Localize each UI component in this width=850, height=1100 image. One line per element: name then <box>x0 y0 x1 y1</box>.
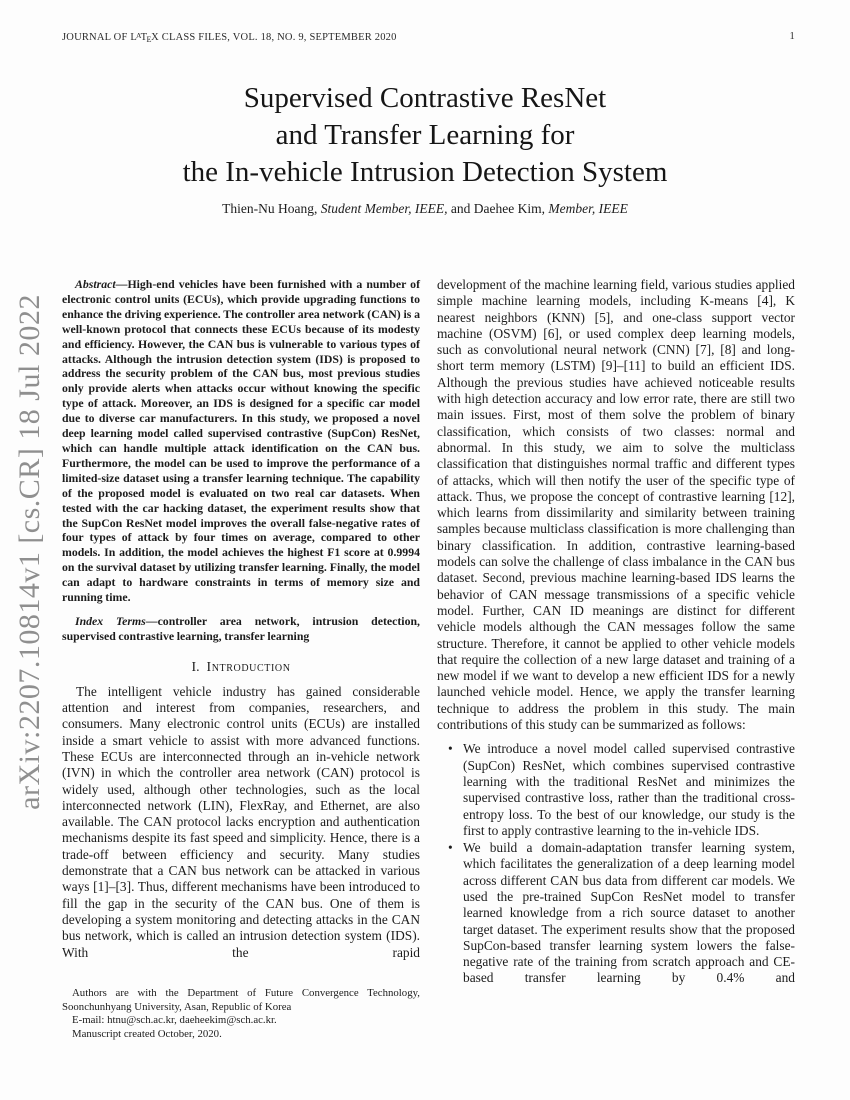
contribution-text-1: We introduce a novel model called supervised contrastive (SupCon) ResNet, which combines supervised contrastive learning with the traditional ResNet and minimizes the supervised contrastive loss, rather than the traditional cross-entropy loss. To the best of our knowledge, our study is the first to apply contrastive learning to the in-vehicle IDS. <box>463 741 795 838</box>
arxiv-watermark: arXiv:2207.10814v1 [cs.CR] 18 Jul 2022 <box>13 294 46 810</box>
contribution-item-2 <box>448 840 795 987</box>
title-line-3: the In-vehicle Intrusion Detection System <box>182 156 668 188</box>
author-2-role: Member, IEEE <box>548 201 628 216</box>
index-terms-lead: Index Terms <box>75 613 146 628</box>
footnote-email: E-mail: htnu@sch.ac.kr, daeheekim@sch.ac.kr. <box>72 1014 277 1027</box>
right-column <box>437 277 795 1041</box>
index-terms-dash: — <box>145 613 158 628</box>
contributions-list <box>437 741 795 986</box>
two-column-body <box>62 277 795 1041</box>
journal-name <box>62 31 397 44</box>
section-title: Introduction <box>206 658 291 674</box>
journal-name-part: JOURNAL OF L <box>62 32 137 44</box>
footnote-affiliation: Authors are with the Department of Future Convergence Technology, Soonchunhyang University, Asan, Republic of Korea <box>62 987 420 1013</box>
running-header <box>62 31 795 44</box>
authors-line <box>0 201 850 217</box>
authors-connector: and Daehee Kim, <box>447 201 549 216</box>
journal-name-part: X CLASS FILES, VOL. 18, NO. 9, SEPTEMBER 2020 <box>151 32 397 44</box>
paper-title <box>40 80 810 191</box>
section-heading-introduction <box>62 659 420 675</box>
intro-paragraph-right: development of the machine learning field, various studies applied simple machine learning models, including K-means [4], K nearest neighbors (KNN) [5], and one-class support vector machine (OSVM) [6], or used complex deep learning models, such as convolutional neural network (CNN) [7], [8] and long-short term memory (LSTM) [9]–[11] to build an efficient IDS. Although the previous studies have achieved noticeable results with high detection accuracy and low error rate, there are still two main issues. First, most of them solve the problem of binary classification, which consists of two classes: normal and abnormal. In this study, we aim to solve the multiclass classification that distinguishes normal traffic and different types of attacks, which will then notify the user of the specific type of attack. Thus, we propose the concept of contrastive learning [12], which learns from dissimilarity and similarity between training samples because multiclass classification is more challenging than binary classification. In addition, contrastive learning-based models can solve the challenge of class imbalance in the CAN bus dataset. Second, previous machine learning-based IDS learns the behavior of CAN message transmissions of a specific vehicle model. Further, CAN ID meanings are distinct for different vehicle models although the CAN messages follow the same structure. Therefore, it cannot be applied to other vehicle models that require the collection of a new large dataset and training of a new model if we want to develop a new efficient IDS for a newly launched vehicle model. Hence, we apply the transfer learning technique to address the problem in this study. The main contributions of this study can be summarized as follows: <box>437 277 795 733</box>
title-line-2: and Transfer Learning for <box>275 119 575 151</box>
contribution-item-1 <box>448 741 795 839</box>
latex-logo-a: A <box>136 31 142 40</box>
abstract-paragraph <box>62 277 420 605</box>
page-number: 1 <box>789 31 795 42</box>
index-terms-text: controller area network, intrusion detection, supervised contrastive learning, transfer learning <box>62 613 420 643</box>
author-1-role: Student Member, IEEE, <box>320 201 448 216</box>
author-footnote <box>62 975 420 1041</box>
section-number: I. <box>191 658 200 674</box>
index-terms-paragraph <box>62 614 420 644</box>
footnote-manuscript-date: Manuscript created October, 2020. <box>72 1027 222 1040</box>
latex-logo-e: E <box>146 34 152 44</box>
contribution-text-2: We build a domain-adaptation transfer learning system, which facilitates the generalization of a deep learning model across different CAN bus data from different car models. We used the pre-trained SupCon ResNet model to transfer learned knowledge from a rich source dataset to another target dataset. The experiment results show that the proposed SupCon-based transfer learning system lowers the false-negative rate of the training from scratch approach and CE-based transfer learning by 0.4% and <box>463 840 795 986</box>
journal-name-part: T <box>140 32 148 44</box>
author-1-name: Thien-Nu Hoang, <box>222 201 321 216</box>
abstract-lead: Abstract <box>75 277 116 291</box>
abstract-text: High-end vehicles have been furnished with a number of electronic control units (ECUs), which provide upgrading functions to enhance the driving experience. The controller area network (CAN) is a well-known protocol that connects these ECUs because of its modesty and efficiency. However, the CAN bus is vulnerable to various types of attacks. Although the intrusion detection system (IDS) is proposed to address the security problem of the CAN bus, most previous studies only provide alerts when attacks occur without knowing the specific type of attack. Moreover, an IDS is designed for a specific car model due to diverse car manufacturers. In this study, we proposed a novel deep learning model called supervised contrastive (SupCon) ResNet, which can handle multiple attack identification on the CAN bus. Furthermore, the model can be used to improve the performance of a limited-size dataset using a transfer learning technique. The capability of the proposed model is evaluated on two real car datasets. When tested with the car hacking dataset, the experiment results show that the SupCon ResNet model improves the overall false-negative rates of four types of attack by four times on average, compared to other models. In addition, the model achieves the highest F1 score at 0.9994 on the survival dataset by utilizing transfer learning. Finally, the model can adapt to hardware constraints in terms of memory size and running time. <box>62 277 420 605</box>
left-column <box>62 277 420 1041</box>
abstract-dash: — <box>115 277 128 291</box>
title-line-1: Supervised Contrastive ResNet <box>243 82 607 114</box>
intro-paragraph-left: The intelligent vehicle industry has gained considerable attention and interest from companies, researchers, and consumers. Many electronic control units (ECUs) are installed inside a smart vehicle to assist with more advanced functions. These ECUs are interconnected through an in-vehicle network (IVN) in which the controller area network (CAN) protocol is widely used, although other technologies, such as the local interconnected network (LIN), FlexRay, and Ethernet, are also available. The CAN protocol lacks encryption and authentication mechanisms despite its fast speed and simplicity. Hence, there is a trade-off between efficiency and security. Many studies demonstrate that a CAN bus network can be attacked in various ways [1]–[3]. Thus, different mechanisms have been introduced to fill the gap in the security of the CAN bus. One of them is developing a system monitoring and detecting attacks in the CAN bus network, which is called an intrusion detection system (IDS). With the rapid <box>62 683 420 960</box>
